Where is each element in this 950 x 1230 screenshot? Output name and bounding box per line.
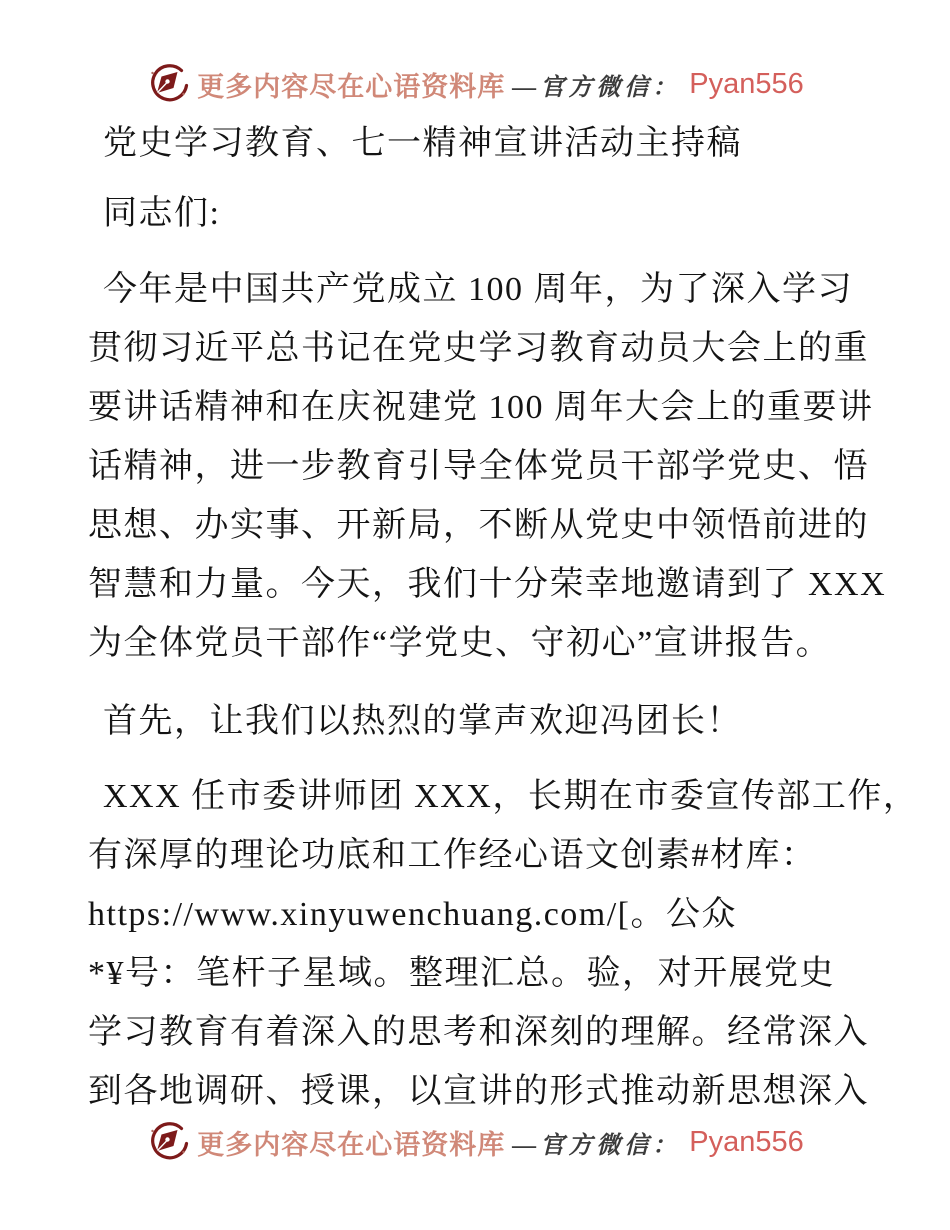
paragraph-line: 贯彻习近平总书记在党史学习教育动员大会上的重 [88, 330, 869, 367]
paragraph-line: 到各地调研、授课，以宣讲的形式推动新思想深入 [88, 1073, 869, 1110]
watermark-site-text: 更多内容尽在心语资料库 [197, 71, 506, 102]
footer-watermark [0, 1120, 950, 1164]
watermark-wechat-label: —官方微信： [512, 1132, 681, 1159]
header-watermark [0, 62, 950, 106]
paragraph-line: 话精神，进一步教育引导全体党员干部学党史、悟 [88, 448, 869, 485]
paragraph-line: 有深厚的理论功底和工作经心语文创素#材库： [88, 837, 817, 874]
paragraph-line: 首先，让我们以热烈的掌声欢迎冯团长！ [103, 703, 742, 740]
paragraph-line: 为全体党员干部作“学党史、守初心”宣讲报告。 [88, 625, 832, 662]
watermark-wechat-id: Pyan556 [689, 1125, 804, 1158]
paragraph-2 [88, 692, 880, 751]
page-title: 党史学习教育、七一精神宣讲活动主持稿 [103, 125, 742, 162]
paragraph-line: 智慧和力量。今天，我们十分荣幸地邀请到了 XXX [88, 566, 887, 603]
watermark-wechat-label: —官方微信： [512, 74, 681, 101]
paragraph-line: https://www.xinyuwenchuang.com/[。公众 [88, 896, 737, 933]
document-content [88, 114, 919, 1121]
pen-nib-swirl-icon [146, 62, 190, 106]
paragraph-line: 思想、办实事、开新局，不断从党史中领悟前进的 [88, 507, 869, 544]
watermark-wechat-id: Pyan556 [689, 67, 804, 100]
pen-nib-swirl-icon [146, 1120, 190, 1164]
paragraph-line: *¥号：笔杆子星域。整理汇总。验，对开展党史 [88, 955, 835, 992]
paragraph-line: 学习教育有着深入的思考和深刻的理解。经常深入 [88, 1014, 869, 1051]
paragraph-line: XXX 任市委讲师团 XXX，长期在市委宣传部工作， [103, 778, 919, 815]
paragraph-line: 今年是中国共产党成立 100 周年，为了深入学习 [103, 271, 853, 308]
watermark-site-text: 更多内容尽在心语资料库 [197, 1129, 506, 1160]
paragraph-1 [88, 260, 887, 673]
paragraph-3 [88, 767, 919, 1121]
paragraph-line: 要讲话精神和在庆祝建党 100 周年大会上的重要讲 [88, 389, 874, 426]
salutation: 同志们: [103, 195, 221, 232]
